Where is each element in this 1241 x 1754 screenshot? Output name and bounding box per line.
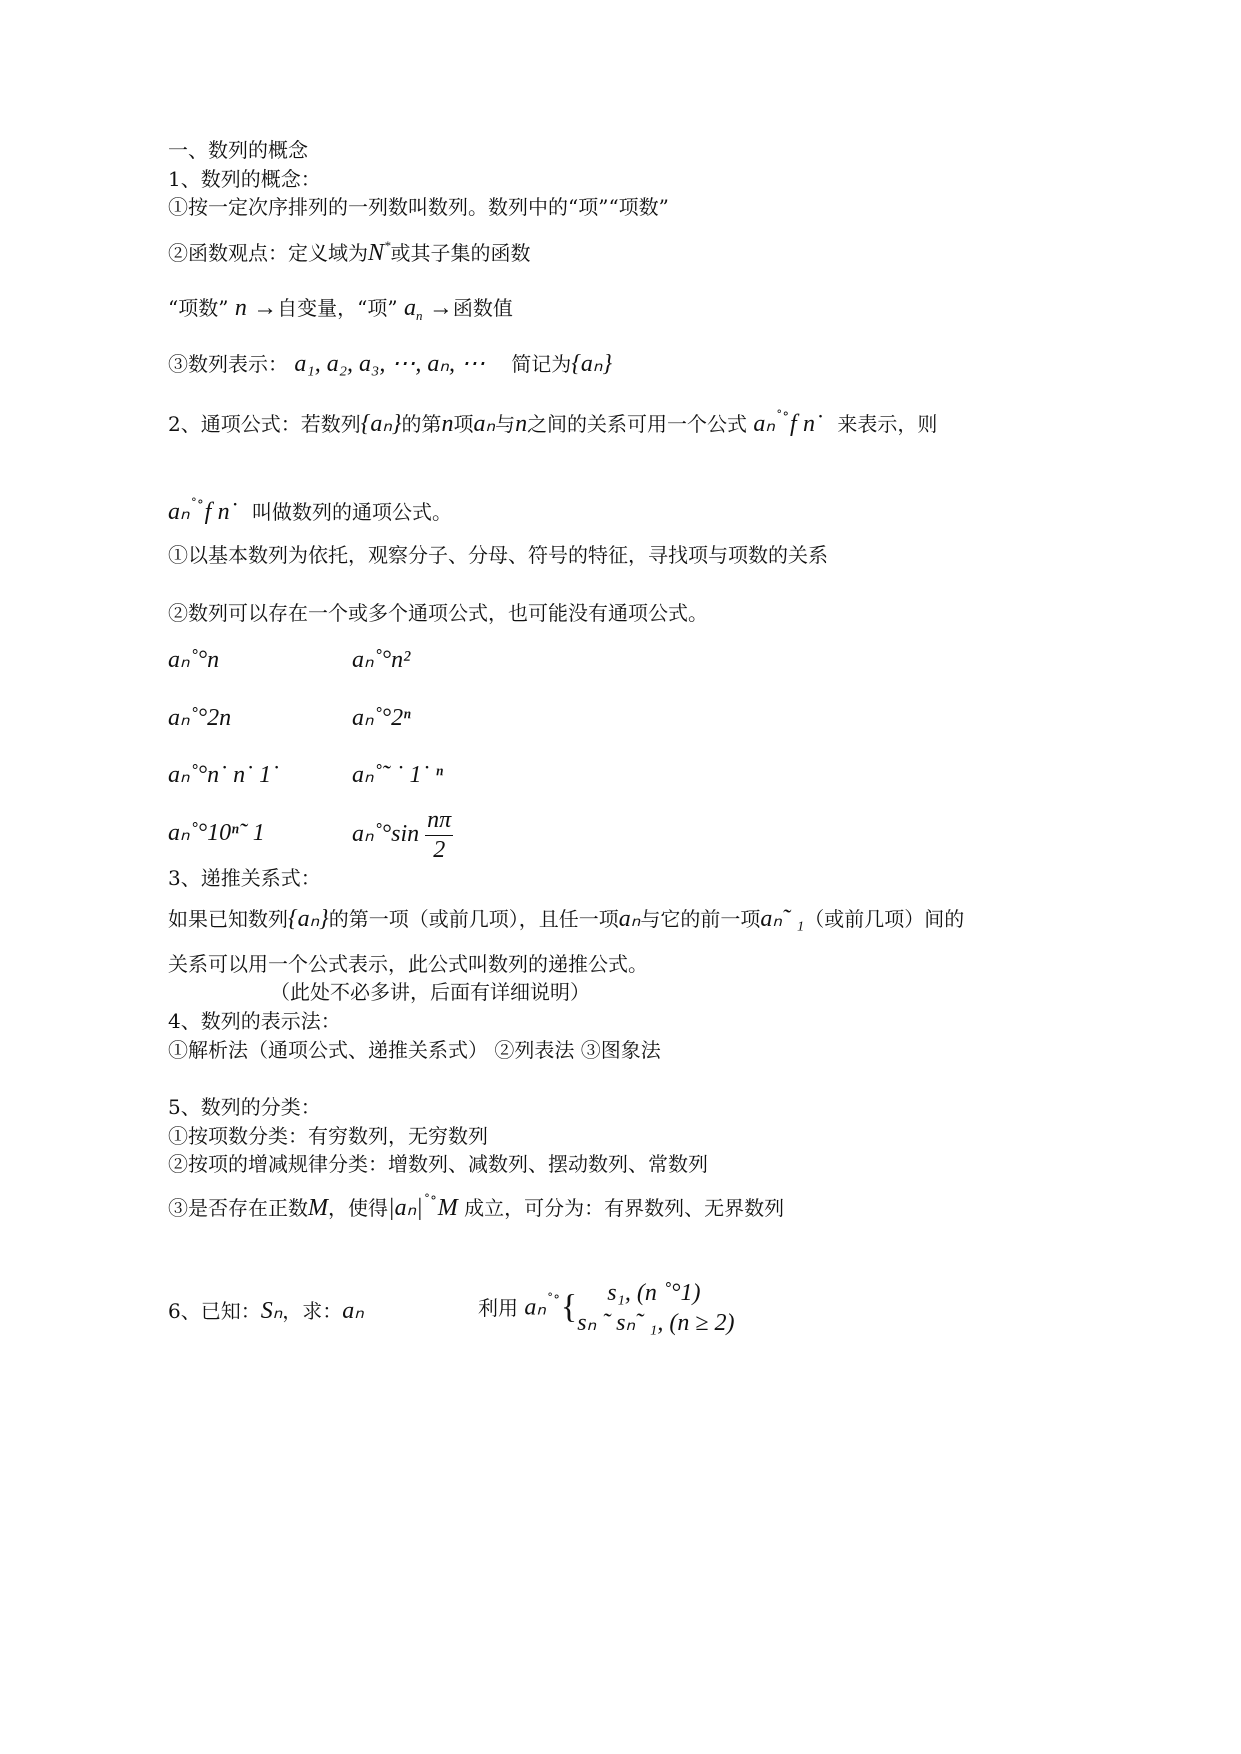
arrow-icon: → xyxy=(428,295,453,321)
text: 利用 xyxy=(478,1296,518,1320)
math-an: aₙ xyxy=(473,411,496,437)
s1-line-2-tail: 或其子集的函数 xyxy=(390,241,531,265)
example-4-left: aₙ˚°10ⁿ˜ 1 xyxy=(168,820,265,846)
section-heading: 一、数列的概念 xyxy=(168,138,308,162)
text: 与它的前一项 xyxy=(640,907,761,931)
s5-line-1: ①按项数分类：有穷数列，无穷数列 xyxy=(168,1124,488,1148)
s3-line-1 xyxy=(168,905,964,934)
math-n: n xyxy=(441,411,454,437)
s2-line-4: ②数列可以存在一个或多个通项公式，也可能没有通项公式。 xyxy=(168,601,708,625)
text: 自变量，“项” xyxy=(277,296,398,320)
equals-glyph: ˚° xyxy=(775,410,789,425)
set-an: {aₙ} xyxy=(360,411,402,437)
arrow-icon: → xyxy=(253,295,278,321)
math-n: n xyxy=(515,411,528,437)
s1-line-3 xyxy=(168,294,513,324)
math-M: M xyxy=(308,1195,328,1221)
math-an-minus-1: aₙ˜ ₁ xyxy=(760,906,805,932)
example-3-right: aₙ˚˜ ˙ 1˙ ⁿ xyxy=(352,762,444,788)
s4-line-1: ①解析法（通项公式、递推关系式） ②列表法 ③图象法 xyxy=(168,1038,661,1062)
piecewise-cases xyxy=(577,1278,734,1338)
example-1-left: aₙ˚°n xyxy=(168,647,220,673)
text: “项数” xyxy=(168,296,229,320)
text: 简记为 xyxy=(511,352,572,376)
s2-line-1 xyxy=(168,410,937,439)
math-an: aₙ xyxy=(342,1298,364,1324)
math-an: aₙ xyxy=(618,906,641,932)
example-4-right: aₙ˚°sin $\frac{n\pi}{2}$ xyxy=(352,807,452,863)
set-an: {aₙ} xyxy=(288,906,329,932)
text: 6、已知： xyxy=(168,1299,261,1323)
math-f: f xyxy=(204,499,212,525)
example-2-left: aₙ˚°2n xyxy=(168,705,232,731)
s5-line-3 xyxy=(168,1194,784,1223)
text: 的第 xyxy=(401,412,442,436)
math-Sn: Sₙ xyxy=(260,1298,283,1324)
sin-fraction: $\frac{n\pi}{2}$ xyxy=(427,807,452,863)
n-star: N* xyxy=(368,238,391,266)
case-2: sₙ ˜ sₙ˜ ₁, (n ≥ 2) xyxy=(577,1310,735,1336)
text: ③是否存在正数 xyxy=(168,1196,308,1220)
s1-line-1: ①按一定次序排列的一列数叫数列。数列中的“项”“项数” xyxy=(168,195,669,219)
s1-title: 1、数列的概念： xyxy=(168,167,321,191)
abs-an: |aₙ| xyxy=(388,1195,423,1221)
s1-line-2-text: ②函数观点：定义域为 xyxy=(168,241,368,265)
brace-icon: { xyxy=(560,1288,578,1326)
math-n: n˙ xyxy=(803,411,824,437)
s5-title: 5、数列的分类： xyxy=(168,1095,321,1119)
math-n: n˙ xyxy=(217,499,238,525)
s2-line-3: ①以基本数列为依托，观察分子、分母、符号的特征，寻找项与项数的关系 xyxy=(168,543,828,567)
text: 之间的关系可用一个公式 xyxy=(527,412,748,436)
math-an: aₙ xyxy=(168,499,190,525)
s1-line-4 xyxy=(168,350,612,379)
s2-line-2 xyxy=(168,498,452,527)
example-1-right: aₙ˚°n² xyxy=(352,647,411,673)
text: 2、通项公式：若数列 xyxy=(168,412,361,436)
text: 与 xyxy=(495,412,516,436)
text: ③数列表示： xyxy=(168,352,288,376)
text: 叫做数列的通项公式。 xyxy=(251,500,452,524)
s3-title: 3、递推关系式： xyxy=(168,866,321,890)
example-2-right: aₙ˚°2ⁿ xyxy=(352,705,411,731)
math-n: n xyxy=(234,295,247,321)
equals-glyph: ˚° xyxy=(423,1194,437,1209)
text: ，求： xyxy=(282,1299,343,1323)
set-an: {aₙ} xyxy=(571,351,613,377)
s6-line-1 xyxy=(168,1297,364,1326)
math-M: M xyxy=(437,1195,458,1221)
text: （或前几项）间的 xyxy=(804,907,965,931)
text: 的第一项（或前几项），且任一项 xyxy=(328,907,619,931)
text: 函数值 xyxy=(452,296,513,320)
text: 如果已知数列 xyxy=(168,907,288,931)
s3-note: （此处不必多讲，后面有详细说明） xyxy=(270,980,590,1004)
text: 成立，可分为：有界数列、无界数列 xyxy=(464,1196,785,1220)
s3-line-2: 关系可以用一个公式表示，此公式叫数列的递推公式。 xyxy=(168,952,648,976)
s1-line-2 xyxy=(168,238,531,268)
equals-glyph: ˚° xyxy=(546,1292,560,1308)
text: 来表示，则 xyxy=(837,412,938,436)
math-an: aₙ xyxy=(524,1294,546,1321)
case-1: s₁, (n ˚°1) xyxy=(607,1280,701,1306)
equals-glyph: ˚° xyxy=(190,498,204,513)
math-an: aₙ xyxy=(753,411,775,437)
s5-line-2: ②按项的增减规律分类：增数列、减数列、摆动数列、常数列 xyxy=(168,1152,708,1176)
s4-title: 4、数列的表示法： xyxy=(168,1009,341,1033)
example-3-left: aₙ˚°n˙ n˙ 1˙ xyxy=(168,762,280,788)
sequence: a₁, a₂, a₃, ⋯, aₙ, ⋯ xyxy=(294,351,485,377)
math-an: $a_n$ xyxy=(403,295,423,323)
math-f: f xyxy=(789,411,797,437)
s6-formula xyxy=(478,1278,735,1338)
text: ，使得 xyxy=(328,1196,388,1220)
text: 项 xyxy=(453,412,474,436)
